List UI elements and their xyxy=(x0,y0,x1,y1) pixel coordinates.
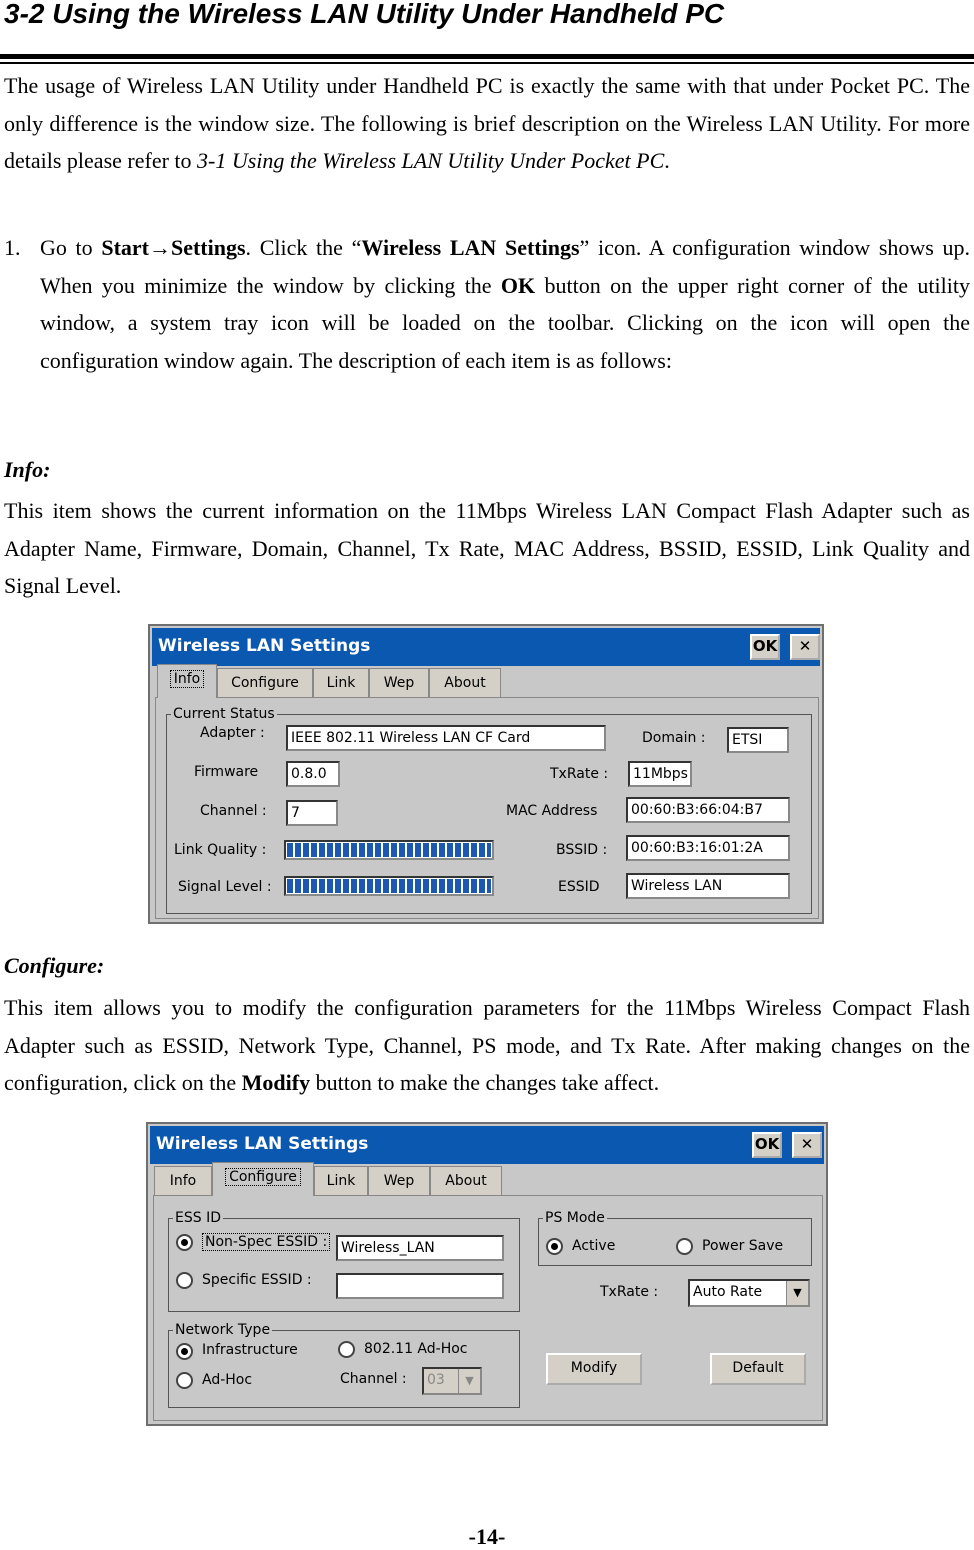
adapter-label: Adapter : xyxy=(200,725,265,741)
essid-field: Wireless LAN xyxy=(626,873,790,899)
close-icon[interactable]: ✕ xyxy=(790,634,820,660)
signal-level-bar xyxy=(284,876,494,896)
window-title: Wireless LAN Settings xyxy=(156,1134,369,1154)
link-quality-label: Link Quality : xyxy=(174,842,267,858)
adapter-field: IEEE 802.11 Wireless LAN CF Card xyxy=(286,725,606,751)
group-title: PS Mode xyxy=(545,1210,605,1226)
modify-button[interactable]: Modify xyxy=(546,1353,642,1385)
specific-essid-label[interactable]: Specific ESSID : xyxy=(202,1272,312,1288)
tab-configure[interactable]: Configure xyxy=(212,1162,314,1196)
nonspec-essid-radio[interactable] xyxy=(176,1234,193,1251)
active-radio[interactable] xyxy=(546,1238,563,1255)
ok-button[interactable]: OK xyxy=(750,634,780,660)
txrate-label: TxRate : xyxy=(600,1284,659,1300)
bssid-field: 00:60:B3:16:01:2A xyxy=(626,835,790,861)
link-quality-fill xyxy=(287,843,491,857)
channel-dropdown[interactable]: 03 ▼ xyxy=(422,1367,482,1395)
infrastructure-radio[interactable] xyxy=(176,1343,193,1360)
channel-label: Channel : xyxy=(340,1371,407,1387)
bssid-label: BSSID : xyxy=(556,842,608,858)
tab-configure[interactable]: Configure xyxy=(217,668,313,698)
configure-dialog xyxy=(146,1122,828,1426)
nonspec-essid-label[interactable]: Non-Spec ESSID : xyxy=(202,1234,330,1250)
heading-rule-thin xyxy=(0,62,974,64)
tab-link[interactable]: Link xyxy=(314,1166,368,1196)
power-save-radio[interactable] xyxy=(676,1238,693,1255)
nonspec-essid-input[interactable]: Wireless_LAN xyxy=(336,1235,504,1261)
txrate-label: TxRate : xyxy=(550,766,609,782)
power-save-label[interactable]: Power Save xyxy=(702,1238,784,1254)
page-heading: 3-2 Using the Wireless LAN Utility Under Handheld PC xyxy=(4,0,725,29)
configure-section-text: This item allows you to modify the configuration parameters for the 11Mbps Wireless Compact Flash Adapter such as ESSID, Network Type, Channel, PS mode, and Tx Rate. After making changes on the configuration, click on the Modify button to make the changes take affect. xyxy=(4,995,970,1095)
tab-about[interactable]: About xyxy=(430,1166,502,1196)
configure-section-title: Configure: xyxy=(4,953,105,978)
tab-wep[interactable]: Wep xyxy=(369,668,429,698)
title-bar xyxy=(150,1126,824,1164)
tab-about[interactable]: About xyxy=(429,668,501,698)
infrastructure-label[interactable]: Infrastructure xyxy=(202,1342,298,1358)
default-button[interactable]: Default xyxy=(710,1353,806,1385)
tab-info[interactable]: Info xyxy=(154,1166,212,1196)
tab-info[interactable]: Info xyxy=(157,664,217,698)
essid-label: ESSID xyxy=(558,879,600,895)
firmware-field: 0.8.0 xyxy=(286,761,340,787)
info-section-text: This item shows the current information on the 11Mbps Wireless LAN Compact Flash Adapter such as Adapter Name, Firmware, Domain, Channel, Tx Rate, MAC Address, BSSID, ESSID, Link Quality and Signal Level. xyxy=(4,498,970,598)
info-section-title: Info: xyxy=(4,457,51,482)
window-title: Wireless LAN Settings xyxy=(158,636,371,656)
info-dialog xyxy=(148,624,824,924)
specific-essid-radio[interactable] xyxy=(176,1272,193,1289)
mac-address-label: MAC Address xyxy=(506,803,598,819)
domain-label: Domain : xyxy=(642,730,706,746)
group-title: Network Type xyxy=(175,1322,271,1338)
channel-label: Channel : xyxy=(200,803,267,819)
channel-field: 7 xyxy=(286,800,338,826)
domain-field: ETSI xyxy=(727,727,789,753)
tab-link[interactable]: Link xyxy=(313,668,369,698)
80211-adhoc-radio[interactable] xyxy=(338,1341,355,1358)
active-label[interactable]: Active xyxy=(572,1238,616,1254)
txrate-dropdown[interactable]: Auto Rate ▼ xyxy=(688,1279,810,1307)
adhoc-label[interactable]: Ad-Hoc xyxy=(202,1372,253,1388)
adhoc-radio[interactable] xyxy=(176,1372,193,1389)
tab-wep[interactable]: Wep xyxy=(368,1166,430,1196)
ok-button[interactable]: OK xyxy=(752,1132,782,1158)
chevron-down-icon[interactable]: ▼ xyxy=(786,1281,808,1305)
group-title: ESS ID xyxy=(175,1210,221,1226)
firmware-label: Firmware xyxy=(194,764,259,780)
chevron-down-icon[interactable]: ▼ xyxy=(458,1369,480,1393)
step-1: 1. Go to Start→Settings. Click the “Wireless LAN Settings” icon. A configuration window shows up. When you minimize the window by clicking the OK button on the upper right corner of the utility window, a system tray icon will be loaded on the toolbar. Clicking on the icon will open the configuration window again. The description of each item is as follows: xyxy=(4,235,971,373)
specific-essid-input[interactable] xyxy=(336,1273,504,1299)
title-bar xyxy=(152,628,820,666)
mac-address-field: 00:60:B3:66:04:B7 xyxy=(626,797,790,823)
txrate-field: 11Mbps xyxy=(628,761,692,787)
close-icon[interactable]: ✕ xyxy=(792,1132,822,1158)
link-quality-bar xyxy=(284,840,494,860)
group-title: Current Status xyxy=(173,706,275,722)
80211-adhoc-label[interactable]: 802.11 Ad-Hoc xyxy=(364,1341,468,1357)
page-number: -14- xyxy=(468,1524,506,1549)
intro-paragraph: The usage of Wireless LAN Utility under Handheld PC is exactly the same with that under Pocket PC. The only difference is the window size. The following is brief description on the Wireless LAN Utility. For more details please refer to 3-1 Using the Wireless LAN Utility Under Pocket PC. xyxy=(4,73,970,173)
signal-level-fill xyxy=(287,879,491,893)
signal-level-label: Signal Level : xyxy=(178,879,272,895)
heading-rule xyxy=(0,54,974,59)
